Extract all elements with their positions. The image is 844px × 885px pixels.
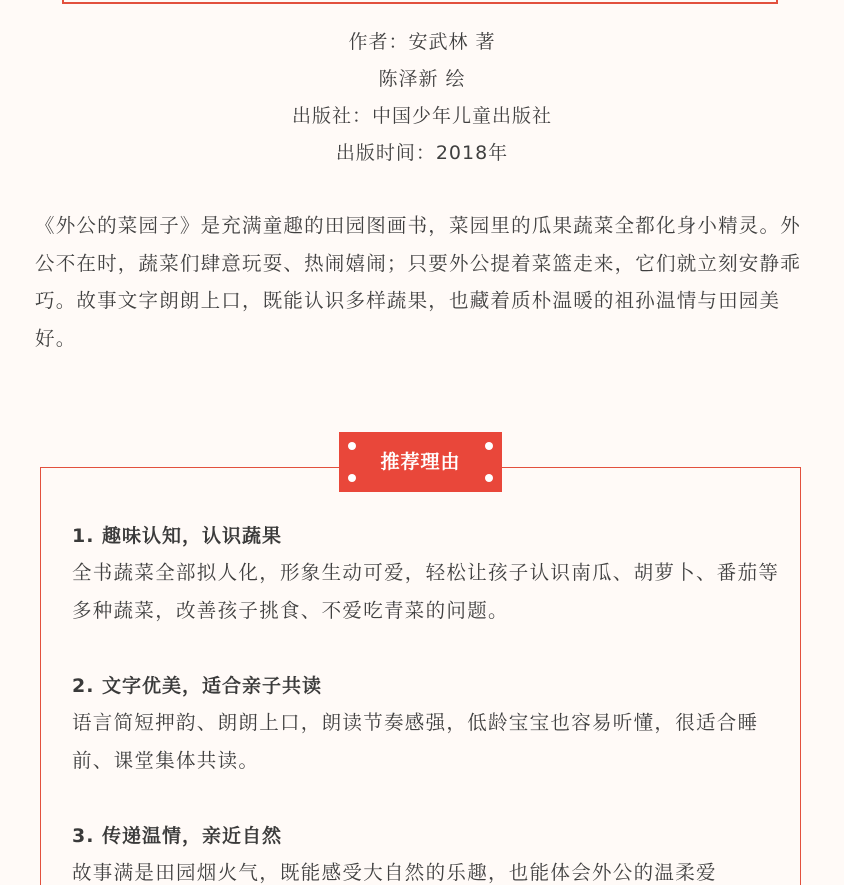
- decor-dot-icon: [485, 442, 493, 450]
- recommend-reasons-heading: [339, 432, 502, 492]
- reason-text: 语言简短押韵、朗朗上口，朗读节奏感强，低龄宝宝也容易听懂，很适合睡前、课堂集体共读。: [72, 711, 759, 772]
- book-info: [0, 24, 844, 172]
- recommend-reasons-title: 推荐理由: [380, 451, 461, 473]
- book-publisher: 出版社：中国少年儿童出版社: [291, 105, 552, 127]
- reason-item-2: [72, 668, 784, 779]
- book-publish-date: 出版时间：2018年: [335, 142, 509, 164]
- decor-dot-icon: [348, 442, 356, 450]
- reason-title: 1. 趣味认知，认识蔬果: [72, 525, 283, 547]
- reason-item-3: [72, 818, 784, 885]
- reason-text: 故事满是田园烟火气，既能感受大自然的乐趣，也能体会外公的温柔爱: [72, 861, 717, 884]
- decor-dot-icon: [348, 474, 356, 482]
- book-summary: 《外公的菜园子》是充满童趣的田园图画书，菜园里的瓜果蔬菜全都化身小精灵。外公不在时，蔬菜们肆意玩耍、热闹嬉闹；只要外公提着菜篮走来，它们就立刻安静乖巧。故事文字朗朗上口，既能认识多样蔬果，也藏着质朴温暖的祖孙温情与田园美好。: [35, 214, 801, 350]
- reason-item-1: [72, 518, 784, 629]
- decor-dot-icon: [485, 474, 493, 482]
- book-author: 作者：安武林 著: [348, 31, 496, 53]
- reason-text: 全书蔬菜全部拟人化，形象生动可爱，轻松让孩子认识南瓜、胡萝卜、番茄等多种蔬菜，改善孩子挑食、不爱吃青菜的问题。: [72, 561, 780, 622]
- book-illustrator: 陈泽新 绘: [378, 68, 466, 90]
- reason-title: 2. 文字优美，适合亲子共读: [72, 675, 323, 697]
- reason-title: 3. 传递温情，亲近自然: [72, 825, 283, 847]
- top-frame-border: [62, 0, 778, 4]
